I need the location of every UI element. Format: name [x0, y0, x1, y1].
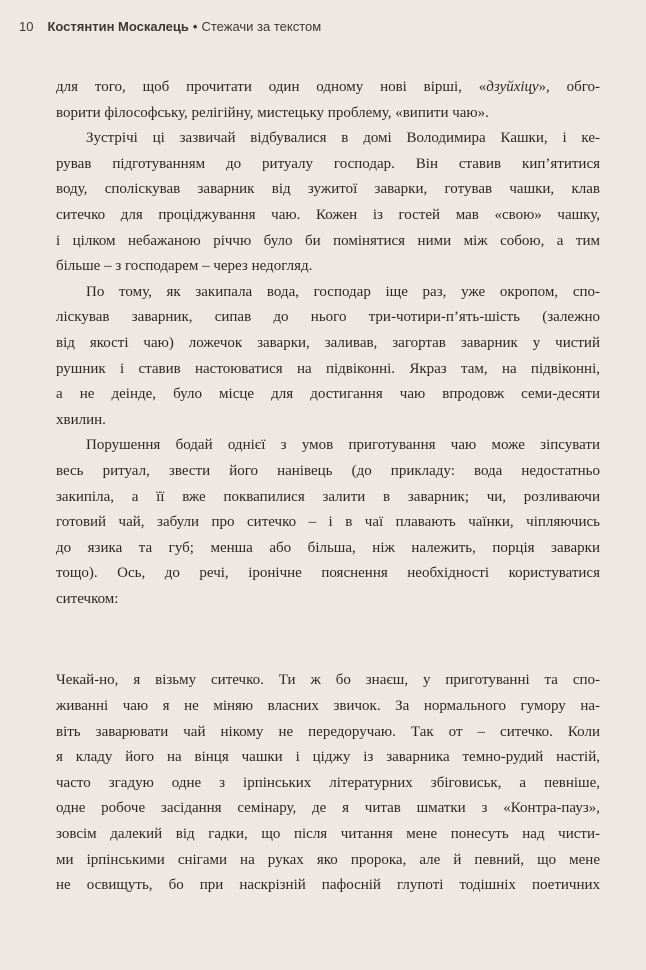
text-line: часто згадую одне з ірпінських літературних збіговиськ, а певніше,	[56, 774, 600, 791]
text-line: ворити філософську, релігійну, мистецьку проблему, «випити чаю».	[56, 104, 489, 121]
text-line: воду, споліскував заварник від зужитої заварки, готував чашки, клав	[56, 181, 600, 198]
text-line: ситечком:	[56, 590, 119, 607]
text-line: закипіла, а її вже поквапилися залити в заварник; чи, розливаючи	[56, 488, 600, 505]
header-separator: •	[192, 19, 198, 34]
text-line: Порушення бодай однієї з умов приготування чаю може зіпсувати	[86, 437, 600, 454]
paragraph	[56, 433, 600, 612]
running-header	[19, 18, 626, 36]
text-line: Чекай-но, я візьму ситечко. Ти ж бо знаєш, у приготуванні та спо-	[56, 672, 600, 689]
text-line: одне робоче засідання семінару, де я читав шматки з «Контра-пауз»,	[56, 800, 600, 817]
text-line: і цілком небажаною річчю було би помінятися ними між собою, а тим	[56, 232, 600, 249]
page-body	[56, 75, 600, 899]
page-number: 10	[19, 19, 34, 34]
text-line: живанні чаю я не міняю власних звичок. За нормального гумору на-	[56, 698, 600, 715]
text-line: тощо). Ось, до речі, іронічне пояснення необхідності користуватися	[56, 565, 600, 582]
text-line: рушник і ставив настоюватися на підвіконні. Якраз там, на підвіконні,	[56, 360, 600, 377]
block-spacing	[56, 612, 600, 668]
text-line: від якості чаю) ложечок заварки, заливав, загортав заварник у чистий	[56, 334, 600, 351]
text-line: більше – з господарем – через недогляд.	[56, 258, 313, 275]
text-line: Зустрічі ці зазвичай відбувалися в домі Володимира Кашки, і ке-	[86, 130, 600, 147]
text-line: віть заварювати чай нікому не передоручаю. Так от – ситечко. Коли	[56, 723, 600, 740]
quotation-block	[56, 668, 600, 898]
emphasized-term: дзуйхіцу	[486, 79, 539, 95]
text-line: рував підготуванням до ритуалу господар. Він ставив кип’ятитися	[56, 155, 600, 172]
text-line: По тому, як закипала вода, господар іще раз, уже окропом, спо-	[86, 283, 600, 300]
text-segment: для того, щоб прочитати один одному нові вірші, «	[56, 79, 487, 95]
paragraph	[56, 75, 600, 126]
text-line: до язика та губ; менша або більша, ніж належить, порція заварки	[56, 539, 600, 556]
text-line: ліскував заварник, сипав до нього три-чотири-п’ять-шість (залежно	[56, 309, 600, 326]
text-line: я кладу його на вінця чашки і ціджу із заварника темно-рудий настій,	[56, 749, 600, 766]
paragraph	[56, 126, 600, 280]
text-line: весь ритуал, звести його нанівець (до прикладу: вода недостатньо	[56, 462, 600, 479]
text-line: готовий чай, забули про ситечко – і в чаї плавають чаїнки, чіпляючись	[56, 514, 600, 531]
header-author: Костянтин Москалець	[47, 19, 189, 34]
text-line: а не деінде, було місце для достигання чаю впродовж семи-десяти	[56, 386, 600, 403]
text-line: зовсім далекий від гадки, що після читання мене понесуть над чисти-	[56, 826, 600, 843]
text-line: не освищуть, бо при наскрізній пафосній глупоті тодішніх поетичних	[56, 877, 600, 894]
text-line: ситечко для проціджування чаю. Кожен із гостей мав «свою» чашку,	[56, 206, 600, 223]
text-line	[56, 75, 600, 101]
text-line: ми ірпінськими снігами на руках яко пророка, але й певний, що мене	[56, 851, 600, 868]
text-line: хвилин.	[56, 411, 106, 428]
paragraph	[56, 280, 600, 434]
header-title: Стежачи за текстом	[201, 19, 322, 34]
text-segment: », обго-	[538, 79, 601, 95]
